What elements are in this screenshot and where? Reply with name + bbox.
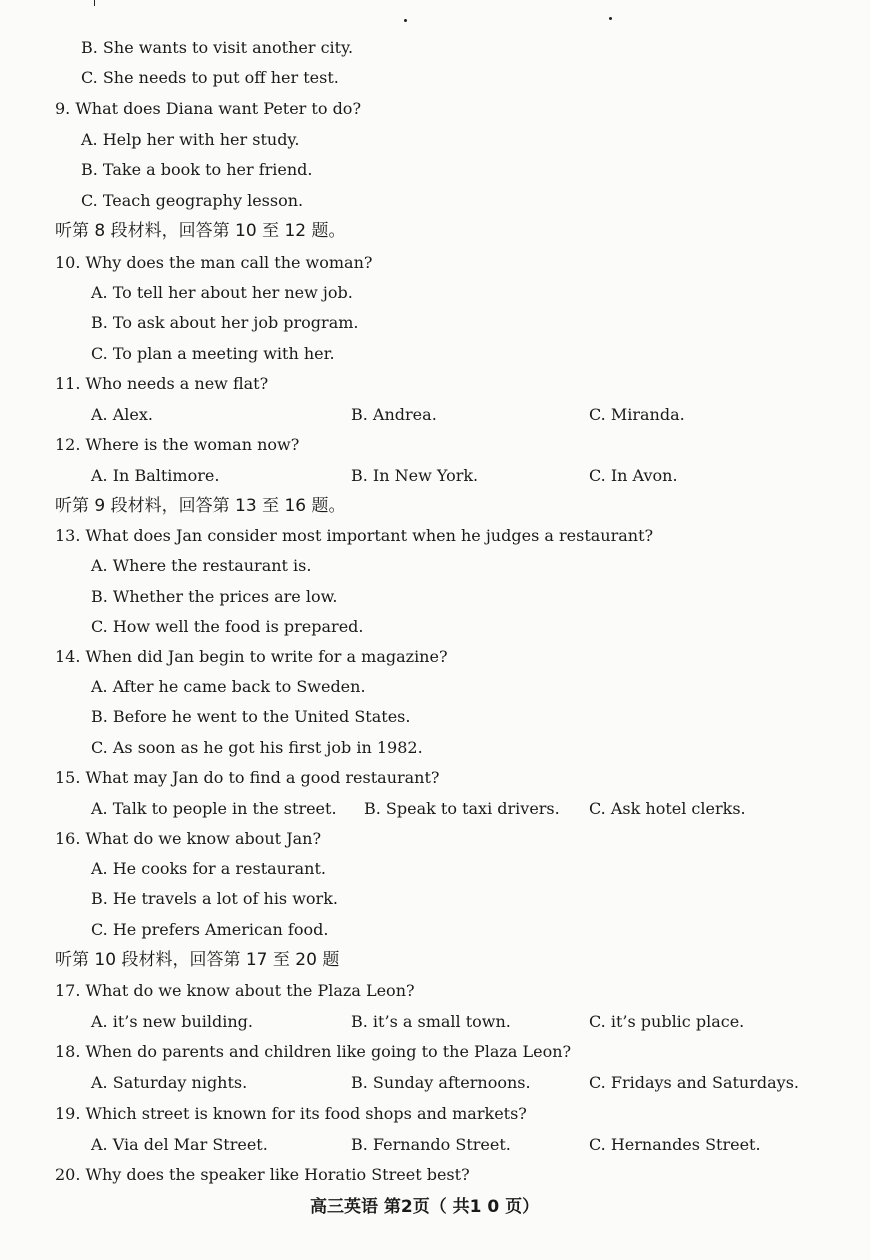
q16-question: 16. What do we know about Jan?	[55, 829, 322, 848]
q13-option-a: A. Where the restaurant is.	[91, 556, 312, 575]
q15-option-a: A. Talk to people in the street.	[91, 799, 337, 818]
q16-option-a: A. He cooks for a restaurant.	[91, 859, 326, 878]
q17-option-c: C. it’s public place.	[589, 1012, 745, 1031]
scan-speck	[404, 19, 407, 22]
q13-option-c: C. How well the food is prepared.	[91, 617, 364, 636]
q12-option-c: C. In Avon.	[589, 466, 678, 485]
q10-option-b: B. To ask about her job program.	[91, 313, 359, 332]
scan-speck	[609, 17, 612, 20]
q17-option-b: B. it’s a small town.	[351, 1012, 511, 1031]
section-8-heading: 听第 8 段材料，回答第 10 至 12 题。	[55, 221, 346, 241]
q9-question: 9. What does Diana want Peter to do?	[55, 99, 362, 118]
q12-question: 12. Where is the woman now?	[55, 435, 300, 454]
q14-option-b: B. Before he went to the United States.	[91, 707, 411, 726]
q19-option-a: A. Via del Mar Street.	[91, 1135, 268, 1154]
q9-option-c: C. Teach geography lesson.	[81, 191, 304, 210]
q17-question: 17. What do we know about the Plaza Leon?	[55, 981, 415, 1000]
q13-option-b: B. Whether the prices are low.	[91, 587, 338, 606]
q11-option-a: A. Alex.	[91, 405, 153, 424]
q9-option-b: B. Take a book to her friend.	[81, 160, 313, 179]
section-10-heading: 听第 10 段材料，回答第 17 至 20 题	[55, 950, 340, 970]
q16-option-c: C. He prefers American food.	[91, 920, 329, 939]
q19-option-b: B. Fernando Street.	[351, 1135, 511, 1154]
q8-option-c: C. She needs to put off her test.	[81, 68, 339, 87]
q19-option-c: C. Hernandes Street.	[589, 1135, 761, 1154]
page-footer: 高三英语 第2页（ 共1 0 页）	[310, 1197, 540, 1217]
q14-option-a: A. After he came back to Sweden.	[91, 677, 366, 696]
q20-question: 20. Why does the speaker like Horatio Street best?	[55, 1165, 470, 1184]
q12-option-a: A. In Baltimore.	[91, 466, 220, 485]
q16-option-b: B. He travels a lot of his work.	[91, 889, 338, 908]
q12-option-b: B. In New York.	[351, 466, 479, 485]
q11-question: 11. Who needs a new flat?	[55, 374, 269, 393]
q14-question: 14. When did Jan begin to write for a magazine?	[55, 647, 448, 666]
q17-option-a: A. it’s new building.	[91, 1012, 253, 1031]
q15-option-b: B. Speak to taxi drivers.	[364, 799, 560, 818]
q9-option-a: A. Help her with her study.	[81, 130, 300, 149]
q15-option-c: C. Ask hotel clerks.	[589, 799, 746, 818]
q10-option-c: C. To plan a meeting with her.	[91, 344, 335, 363]
q18-option-a: A. Saturday nights.	[91, 1073, 248, 1092]
q15-question: 15. What may Jan do to find a good restaurant?	[55, 768, 440, 787]
q18-option-b: B. Sunday afternoons.	[351, 1073, 531, 1092]
q19-question: 19. Which street is known for its food shops and markets?	[55, 1104, 527, 1123]
q18-option-c: C. Fridays and Saturdays.	[589, 1073, 799, 1092]
q8-option-b: B. She wants to visit another city.	[81, 38, 354, 57]
q11-option-c: C. Miranda.	[589, 405, 685, 424]
q11-option-b: B. Andrea.	[351, 405, 437, 424]
section-9-heading: 听第 9 段材料，回答第 13 至 16 题。	[55, 496, 346, 516]
q18-question: 18. When do parents and children like going to the Plaza Leon?	[55, 1042, 572, 1061]
q10-option-a: A. To tell her about her new job.	[91, 283, 353, 302]
scan-speck	[94, 0, 95, 6]
q13-question: 13. What does Jan consider most important when he judges a restaurant?	[55, 526, 654, 545]
q14-option-c: C. As soon as he got his first job in 1982.	[91, 738, 423, 757]
q10-question: 10. Why does the man call the woman?	[55, 253, 373, 272]
